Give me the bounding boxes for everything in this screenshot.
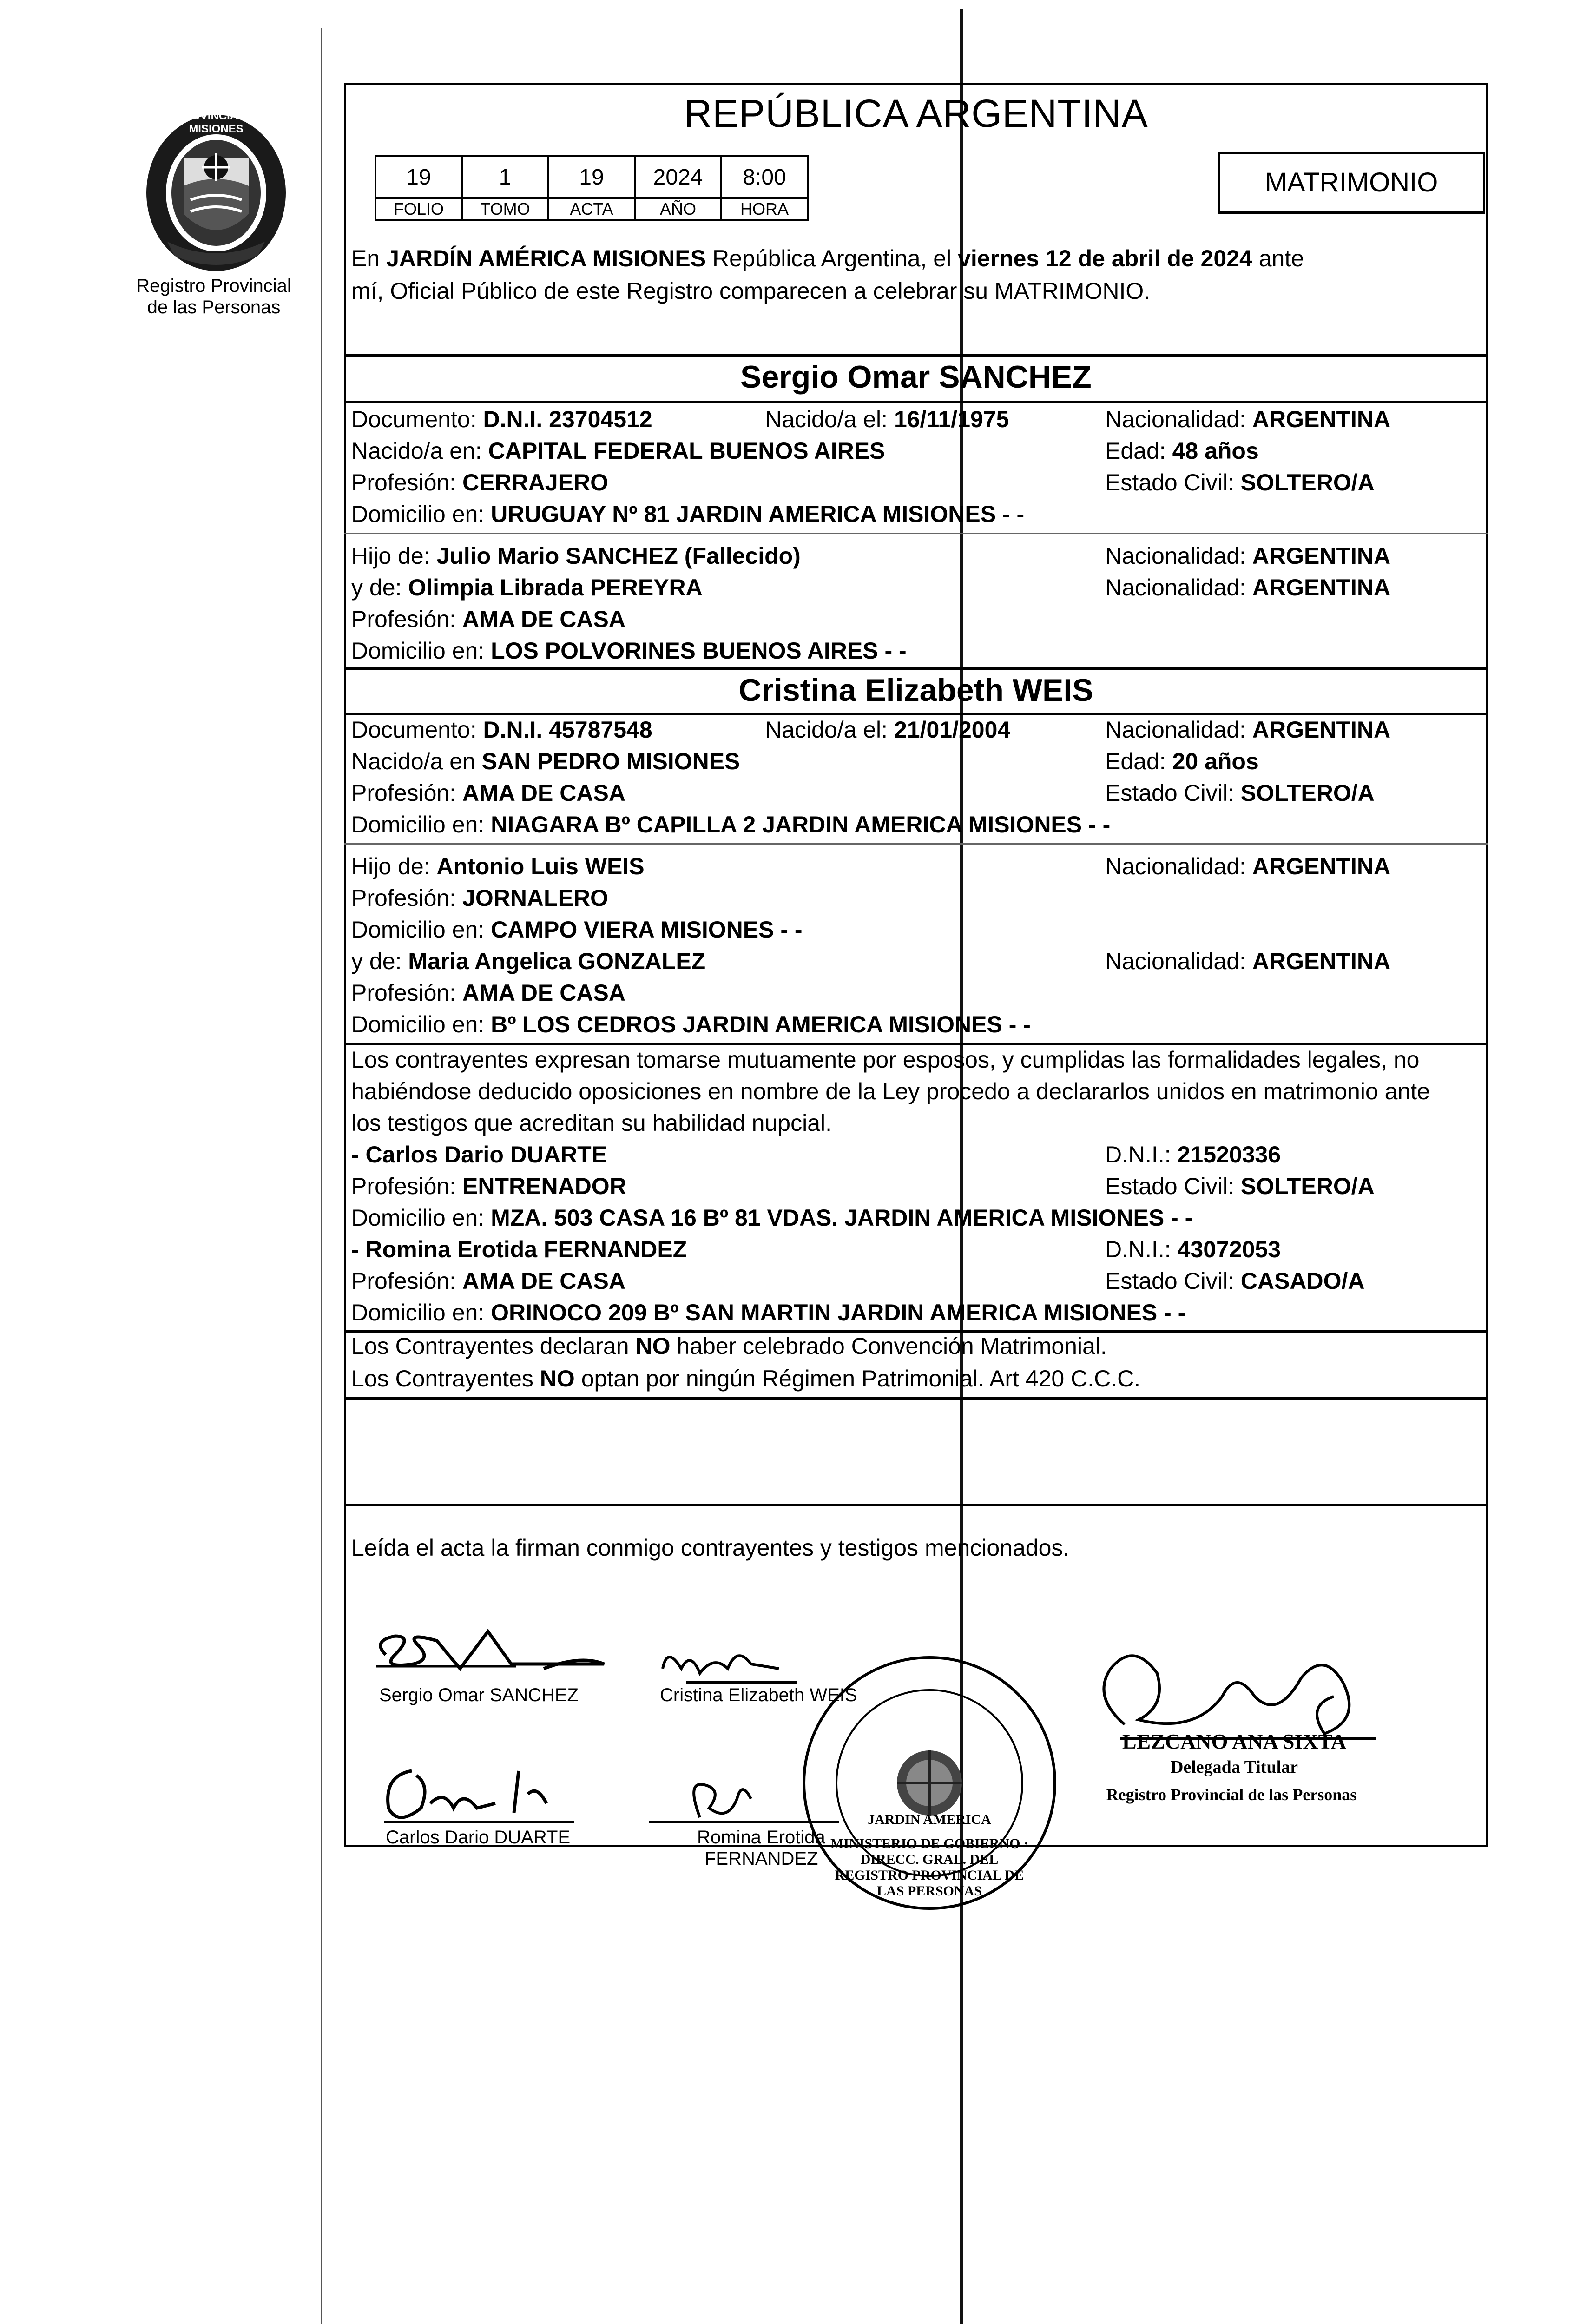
acta-label: ACTA (548, 198, 635, 220)
logo-caption-line1: Registro Provincial (136, 276, 291, 296)
spouse1-nationality: Nacionalidad: ARGENTINA (1105, 406, 1391, 432)
spouse2-signature-name: Cristina Elizabeth WEIS (660, 1685, 857, 1705)
witness2-dni: D.N.I.: 43072053 (1105, 1236, 1281, 1262)
folio-table (375, 155, 809, 221)
spouse2-mother: y de: Maria Angelica GONZALEZ (351, 948, 706, 974)
note-regime: Los Contrayentes NO optan por ningún Régimen Patrimonial. Art 420 C.C.C. (351, 1366, 1141, 1392)
logo-ring-text: PROVINCIA DE MISIONES (176, 110, 257, 135)
witness2-signature-name-1: Romina Erotida (697, 1827, 825, 1848)
section-divider (344, 843, 1488, 845)
spouse2-profession: Profesión: AMA DE CASA (351, 780, 625, 806)
official-office: Registro Provincial de las Personas (1106, 1785, 1357, 1804)
witness2-address: Domicilio en: ORINOCO 209 Bº SAN MARTIN JARDIN AMERICA MISIONES - - (351, 1300, 1186, 1326)
spouse1-address: Domicilio en: URUGUAY Nº 81 JARDIN AMERICA MISIONES - - (351, 501, 1025, 527)
scan-edge-line (321, 28, 322, 2324)
official-role: Delegada Titular (1170, 1757, 1298, 1777)
spouse2-document: Documento: D.N.I. 45787548 (351, 717, 652, 743)
witness2-profession: Profesión: AMA DE CASA (351, 1268, 625, 1294)
spouse2-father-address: Domicilio en: CAMPO VIERA MISIONES - - (351, 917, 803, 943)
official-name: LEZCANO ANA SIXTA (1122, 1730, 1347, 1753)
witness2-signature-name-2: FERNANDEZ (704, 1849, 818, 1869)
spouse1-civil-status: Estado Civil: SOLTERO/A (1105, 469, 1375, 495)
spouse2-mother-nationality: Nacionalidad: ARGENTINA (1105, 948, 1391, 974)
witness1-signature-name: Carlos Dario DUARTE (386, 1827, 571, 1848)
section-divider (344, 667, 1488, 670)
spouse2-father-profession: Profesión: JORNALERO (351, 885, 608, 911)
spouse1-mother: y de: Olimpia Librada PEREYRA (351, 574, 703, 601)
witness2-civil-status: Estado Civil: CASADO/A (1105, 1268, 1365, 1294)
spouse1-parent-address: Domicilio en: LOS POLVORINES BUENOS AIRES - - (351, 638, 907, 664)
document-type-box: MATRIMONIO (1218, 152, 1485, 214)
spouse2-birthdate: Nacido/a el: 21/01/2004 (765, 717, 1011, 743)
spouse2-nationality: Nacionalidad: ARGENTINA (1105, 717, 1391, 743)
spouse1-profession: Profesión: CERRAJERO (351, 469, 608, 495)
intro-line-1: En JARDÍN AMÉRICA MISIONES República Argentina, el viernes 12 de abril de 2024 ante (351, 245, 1304, 271)
hora-label: HORA (721, 198, 808, 220)
declaration-line-1: Los contrayentes expresan tomarse mutuamente por esposos, y cumplidas las formalidades legales, no (351, 1047, 1420, 1073)
spouse2-civil-status: Estado Civil: SOLTERO/A (1105, 780, 1375, 806)
spouse2-father-nationality: Nacionalidad: ARGENTINA (1105, 853, 1391, 879)
section-divider (344, 533, 1488, 534)
spouse1-father: Hijo de: Julio Mario SANCHEZ (Fallecido) (351, 543, 801, 569)
spouse1-mother-nationality: Nacionalidad: ARGENTINA (1105, 574, 1391, 601)
witness1-signature (379, 1757, 584, 1836)
section-divider (344, 1397, 1488, 1400)
spouse2-birthplace: Nacido/a en SAN PEDRO MISIONES (351, 748, 740, 774)
spouse1-age: Edad: 48 años (1105, 438, 1259, 464)
declaration-line-2: habiéndose deducido oposiciones en nombre de la Ley procedo a declararlos unidos en matrimonio ante (351, 1078, 1430, 1104)
round-stamp-center-text: JARDIN AMERICA (868, 1812, 991, 1827)
spouse1-name: Sergio Omar SANCHEZ (740, 359, 1092, 395)
note-convention: Los Contrayentes declaran NO haber celebrado Convención Matrimonial. (351, 1333, 1107, 1359)
closing-statement: Leída el acta la firman conmigo contrayentes y testigos mencionados. (351, 1535, 1070, 1561)
witness1-name: - Carlos Dario DUARTE (351, 1142, 607, 1168)
acta-value: 19 (548, 156, 635, 198)
tomo-value: 1 (462, 156, 548, 198)
folio-label: FOLIO (375, 198, 462, 220)
spouse1-birthplace: Nacido/a en: CAPITAL FEDERAL BUENOS AIRES (351, 438, 885, 464)
declaration-line-3: los testigos que acreditan su habilidad nupcial. (351, 1110, 832, 1136)
spouse2-address: Domicilio en: NIAGARA Bº CAPILLA 2 JARDIN AMERICA MISIONES - - (351, 812, 1111, 838)
spouse1-signature-name: Sergio Omar SANCHEZ (379, 1685, 579, 1705)
spouse2-mother-address: Domicilio en: Bº LOS CEDROS JARDIN AMERICA MISIONES - - (351, 1011, 1031, 1037)
tomo-label: TOMO (462, 198, 548, 220)
section-divider (344, 1043, 1488, 1045)
logo-caption-line2: de las Personas (147, 297, 281, 317)
spouse2-age: Edad: 20 años (1105, 748, 1259, 774)
spouse1-birthdate: Nacido/a el: 16/11/1975 (765, 406, 1009, 432)
spouse2-name: Cristina Elizabeth WEIS (738, 673, 1093, 708)
witness1-civil-status: Estado Civil: SOLTERO/A (1105, 1173, 1375, 1199)
witness2-name: - Romina Erotida FERNANDEZ (351, 1236, 687, 1262)
spouse1-parent-profession: Profesión: AMA DE CASA (351, 606, 625, 632)
round-stamp-text: MINISTERIO DE GOBIERNO · DIRECC. GRAL. DEL REGISTRO PROVINCIAL DE LAS PERSONAS (830, 1836, 1028, 1899)
spouse1-document: Documento: D.N.I. 23704512 (351, 406, 652, 432)
page-title: REPÚBLICA ARGENTINA (684, 92, 1148, 135)
folio-value: 19 (375, 156, 462, 198)
spouse2-mother-profession: Profesión: AMA DE CASA (351, 980, 625, 1006)
spouse1-father-nationality: Nacionalidad: ARGENTINA (1105, 543, 1391, 569)
section-divider (344, 354, 1488, 357)
witness1-dni: D.N.I.: 21520336 (1105, 1142, 1281, 1168)
logo-caption (107, 275, 321, 318)
spouse2-father: Hijo de: Antonio Luis WEIS (351, 853, 645, 879)
witness1-profession: Profesión: ENTRENADOR (351, 1173, 626, 1199)
intro-line-2: mí, Oficial Público de este Registro comparecen a celebrar su MATRIMONIO. (351, 278, 1151, 304)
section-divider (344, 401, 1488, 403)
spouse1-signature (367, 1613, 618, 1692)
ano-label: AÑO (635, 198, 721, 220)
witness1-address: Domicilio en: MZA. 503 CASA 16 Bº 81 VDAS. JARDIN AMERICA MISIONES - - (351, 1205, 1193, 1231)
hora-value: 8:00 (721, 156, 808, 198)
section-divider (344, 713, 1488, 715)
section-divider (344, 1504, 1488, 1506)
ano-value: 2024 (635, 156, 721, 198)
